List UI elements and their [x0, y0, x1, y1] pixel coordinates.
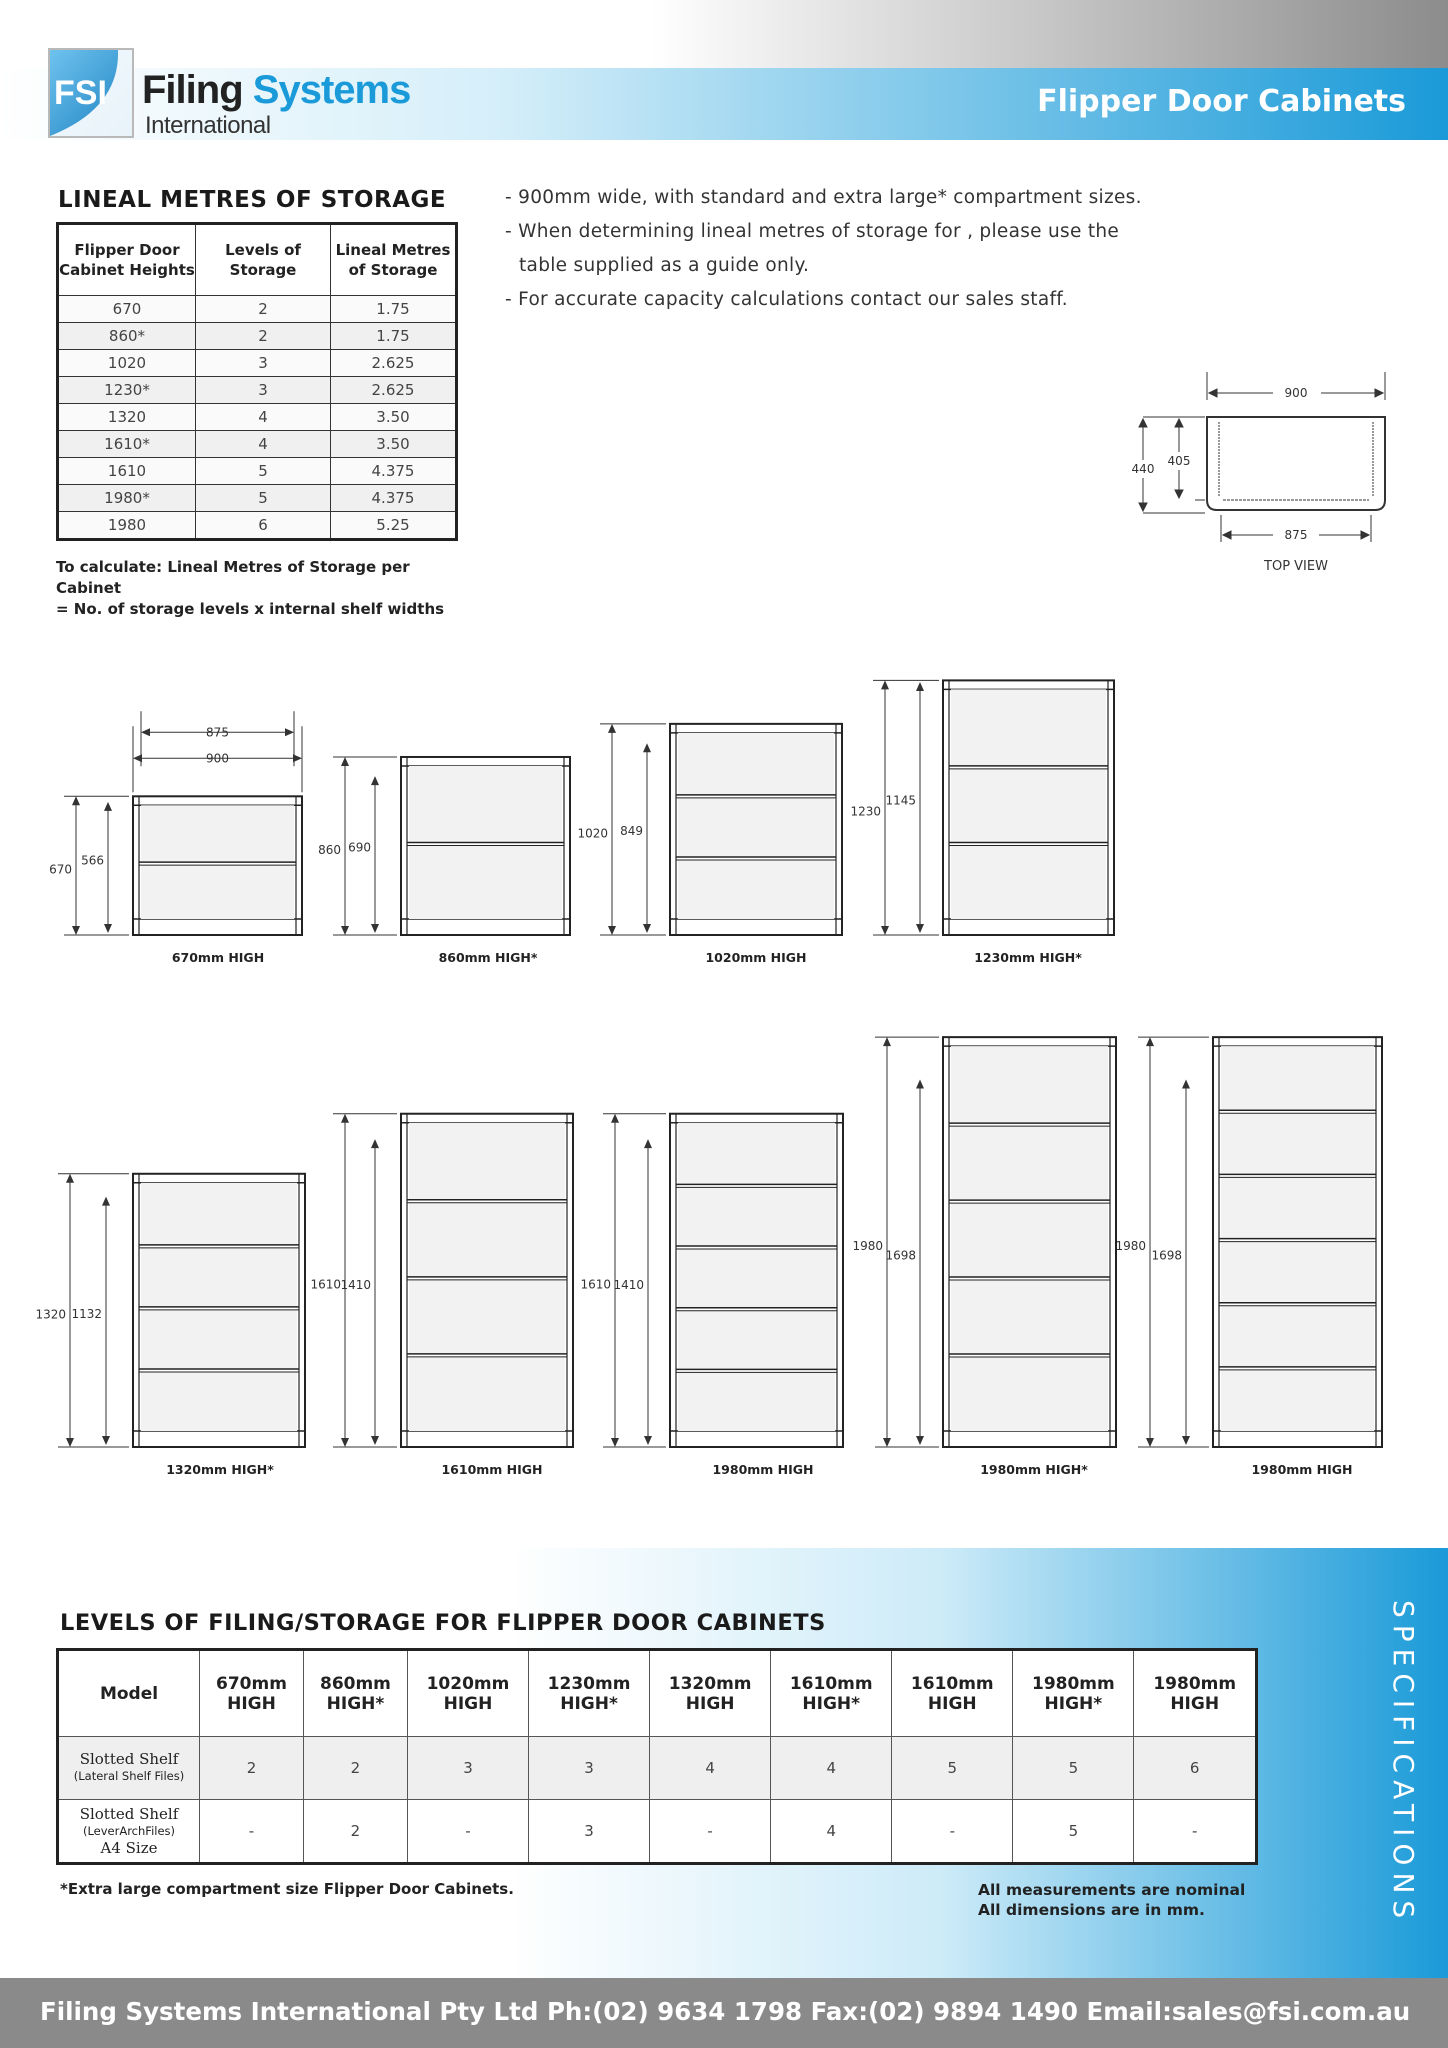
cabinet-internal-label: 1145 [885, 793, 916, 808]
cabinet-compartment [951, 1046, 1108, 1123]
fsi-logo-icon [48, 48, 134, 138]
lineal-cell: 5 [196, 485, 331, 512]
cabinet-compartment [951, 769, 1106, 843]
levels-cell: 5 [1013, 1800, 1134, 1864]
cabinet-internal-label: 1410 [613, 1278, 644, 1293]
cabinet-internal-label: 566 [81, 853, 104, 868]
footer-contact: Filing Systems International Pty Ltd Ph:(02) 9634 1798 Fax:(02) 9894 1490 Email:sales@fsi.com.au [40, 1997, 1411, 2026]
cabinet-height-label: 860 [318, 842, 341, 857]
cabinet-internal-label: 849 [620, 824, 643, 839]
cabinet-compartment [409, 1280, 565, 1354]
cabinet-compartment [141, 1183, 297, 1245]
cabinet-width-inner: 875 [206, 725, 229, 740]
levels-cell: 3 [529, 1800, 650, 1864]
cabinet-label: 1320mm HIGH* [166, 1462, 274, 1477]
cabinet-internal-label: 1410 [340, 1278, 371, 1293]
levels-cell: 2 [303, 1737, 407, 1800]
cabinet-compartment [141, 805, 294, 862]
levels-cell: 2 [200, 1737, 304, 1800]
levels-cell: 3 [407, 1737, 528, 1800]
cabinet-label: 860mm HIGH* [438, 950, 538, 965]
lineal-cell: 2 [196, 323, 331, 350]
lineal-cell: 3.50 [331, 431, 457, 458]
lineal-header-metres: Lineal Metres of Storage [331, 224, 457, 296]
top-view-diagram [1125, 370, 1395, 580]
cabinet-label: 670mm HIGH [171, 950, 265, 965]
top-view-width-inner: 875 [1284, 528, 1308, 542]
cabinet-internal-label: 1698 [885, 1248, 916, 1263]
levels-title: LEVELS OF FILING/STORAGE FOR FLIPPER DOOR CABINETS [60, 1610, 826, 1636]
bullet-line: - For accurate capacity calculations contact our sales staff. [505, 289, 1068, 310]
cabinet-compartment [141, 865, 294, 919]
lineal-cell: 1.75 [331, 323, 457, 350]
top-view-label: TOP VIEW [1264, 559, 1328, 574]
cabinet-compartment [141, 1248, 297, 1307]
levels-table [56, 1648, 1258, 1865]
side-label: SPECIFICATIONS [1387, 1600, 1420, 1926]
levels-header-col: 1320mm HIGH [650, 1650, 771, 1737]
lineal-cell: 2 [196, 296, 331, 323]
logo-wordmark: Filing Systems [142, 68, 411, 112]
cabinet-internal-label: 1132 [71, 1306, 102, 1321]
levels-header-col: 670mm HIGH [200, 1650, 304, 1737]
cabinet-compartment [678, 733, 834, 795]
cabinet-compartment [678, 1311, 835, 1370]
cabinet-compartment [951, 689, 1106, 766]
lineal-cell: 1980 [58, 512, 196, 540]
cabinet-compartment [951, 1280, 1108, 1354]
nominal-note: All measurements are nominal All dimensions are in mm. [978, 1881, 1246, 1919]
cabinet-label: 1020mm HIGH [705, 950, 807, 965]
cabinet-height-label: 1610 [310, 1277, 341, 1292]
cabinet-label: 1980mm HIGH [1251, 1462, 1353, 1477]
lineal-cell: 3.50 [331, 404, 457, 431]
intro-bullets [505, 181, 1225, 317]
footnote: *Extra large compartment size Flipper Door Cabinets. [60, 1880, 514, 1898]
top-view-depth-inner: 405 [1167, 454, 1191, 468]
cabinet-compartment [1221, 1046, 1374, 1110]
lineal-row [58, 431, 457, 458]
cabinet-height-label: 1980 [852, 1239, 883, 1254]
lineal-cell: 1320 [58, 404, 196, 431]
levels-header-col: 1980mm HIGH* [1013, 1650, 1134, 1737]
lineal-cell: 860* [58, 323, 196, 350]
lineal-cell: 670 [58, 296, 196, 323]
cabinet-compartment [951, 1126, 1108, 1200]
levels-cell: - [200, 1800, 304, 1864]
cabinet-compartment [951, 1203, 1108, 1277]
lineal-title: LINEAL METRES OF STORAGE [58, 187, 447, 213]
levels-cell: - [650, 1800, 771, 1864]
cabinet-compartment [409, 845, 562, 919]
levels-cell: 4 [771, 1737, 892, 1800]
levels-header-model: Model [58, 1650, 200, 1737]
lineal-cell: 2.625 [331, 350, 457, 377]
lineal-cell: 4 [196, 404, 331, 431]
cabinet-height-label: 1980 [1115, 1239, 1146, 1254]
lineal-row [58, 512, 457, 540]
bullet-line: - 900mm wide, with standard and extra large* compartment sizes. [505, 187, 1142, 208]
cabinet-compartment [678, 860, 834, 919]
cabinet-compartment [409, 766, 562, 843]
cabinet-internal-label: 1698 [1151, 1248, 1182, 1263]
cabinet-height-label: 1610 [580, 1277, 611, 1292]
levels-row-label: Slotted Shelf (LeverArchFiles) A4 Size [58, 1800, 200, 1864]
levels-cell: 2 [303, 1800, 407, 1864]
levels-header-col: 860mm HIGH* [303, 1650, 407, 1737]
cabinet-compartment [678, 798, 834, 857]
levels-cell: 5 [892, 1737, 1013, 1800]
lineal-cell: 3 [196, 350, 331, 377]
lineal-header-levels: Levels of Storage [196, 224, 331, 296]
lineal-row [58, 350, 457, 377]
cabinet-compartment [141, 1310, 297, 1369]
cabinet-compartment [678, 1372, 835, 1431]
levels-header-col: 1980mm HIGH [1134, 1650, 1257, 1737]
levels-cell: - [407, 1800, 528, 1864]
logo-sub: International [145, 112, 271, 139]
cabinet-compartment [141, 1372, 297, 1431]
lineal-row [58, 404, 457, 431]
lineal-row [58, 377, 457, 404]
cabinet-compartment [678, 1249, 835, 1308]
lineal-row [58, 458, 457, 485]
cabinet-compartment [951, 845, 1106, 919]
cabinet-compartment [1221, 1370, 1374, 1431]
lineal-row [58, 296, 457, 323]
cabinet-compartment [1221, 1242, 1374, 1303]
cabinet-compartment [409, 1203, 565, 1277]
levels-header-col: 1020mm HIGH [407, 1650, 528, 1737]
cabinet-height-label: 670 [49, 862, 72, 877]
levels-cell: 3 [529, 1737, 650, 1800]
lineal-cell: 6 [196, 512, 331, 540]
lineal-cell: 1610 [58, 458, 196, 485]
bullet-line: - When determining lineal metres of storage for , please use the [505, 221, 1120, 242]
lineal-cell: 3 [196, 377, 331, 404]
levels-cell: 4 [650, 1737, 771, 1800]
lineal-cell: 1.75 [331, 296, 457, 323]
logo-mark: FSI [54, 74, 107, 112]
levels-cell: 6 [1134, 1737, 1257, 1800]
levels-row-label: Slotted Shelf (Lateral Shelf Files) [58, 1737, 200, 1800]
levels-cell: 5 [1013, 1737, 1134, 1800]
cabinet-compartment [1221, 1177, 1374, 1238]
cabinet-compartment [678, 1187, 835, 1246]
cabinet-height-label: 1020 [577, 826, 608, 841]
lineal-cell: 1230* [58, 377, 196, 404]
lineal-cell: 1020 [58, 350, 196, 377]
cabinet-width-outer: 900 [206, 751, 229, 766]
lineal-cell: 1980* [58, 485, 196, 512]
top-view-width-outer: 900 [1284, 386, 1308, 400]
lineal-note: To calculate: Lineal Metres of Storage per Cabinet = No. of storage levels x internal shelf widths [56, 558, 445, 618]
lineal-cell: 4.375 [331, 485, 457, 512]
levels-cell: - [1134, 1800, 1257, 1864]
lineal-cell: 4.375 [331, 458, 457, 485]
lineal-cell: 5.25 [331, 512, 457, 540]
lineal-cell: 2.625 [331, 377, 457, 404]
lineal-row [58, 323, 457, 350]
cabinet-label: 1230mm HIGH* [974, 950, 1082, 965]
top-view-depth-outer: 440 [1131, 462, 1155, 476]
cabinet-elevations [0, 670, 1448, 1490]
cabinet-compartment [1221, 1113, 1374, 1174]
levels-cell: 4 [771, 1800, 892, 1864]
bullet-line: table supplied as a guide only. [519, 255, 810, 276]
cabinet-compartment [409, 1123, 565, 1200]
cabinet-label: 1980mm HIGH [712, 1462, 814, 1477]
cabinet-internal-label: 690 [348, 840, 371, 855]
lineal-cell: 5 [196, 458, 331, 485]
levels-header-col: 1610mm HIGH [892, 1650, 1013, 1737]
cabinet-compartment [678, 1123, 835, 1185]
levels-header-col: 1230mm HIGH* [529, 1650, 650, 1737]
lineal-cell: 1610* [58, 431, 196, 458]
cabinet-compartment [1221, 1306, 1374, 1367]
cabinet-label: 1980mm HIGH* [980, 1462, 1088, 1477]
cabinet-height-label: 1320 [35, 1307, 66, 1322]
cabinet-height-label: 1230 [850, 804, 881, 819]
cabinet-compartment [409, 1357, 565, 1431]
lineal-row [58, 485, 457, 512]
levels-header-col: 1610mm HIGH* [771, 1650, 892, 1737]
cabinet-compartment [951, 1357, 1108, 1431]
cabinet-label: 1610mm HIGH [441, 1462, 543, 1477]
page-title: Flipper Door Cabinets [1037, 84, 1406, 119]
lineal-header-height: Flipper Door Cabinet Heights [58, 224, 196, 296]
lineal-cell: 4 [196, 431, 331, 458]
lineal-table [56, 222, 458, 541]
levels-cell: - [892, 1800, 1013, 1864]
